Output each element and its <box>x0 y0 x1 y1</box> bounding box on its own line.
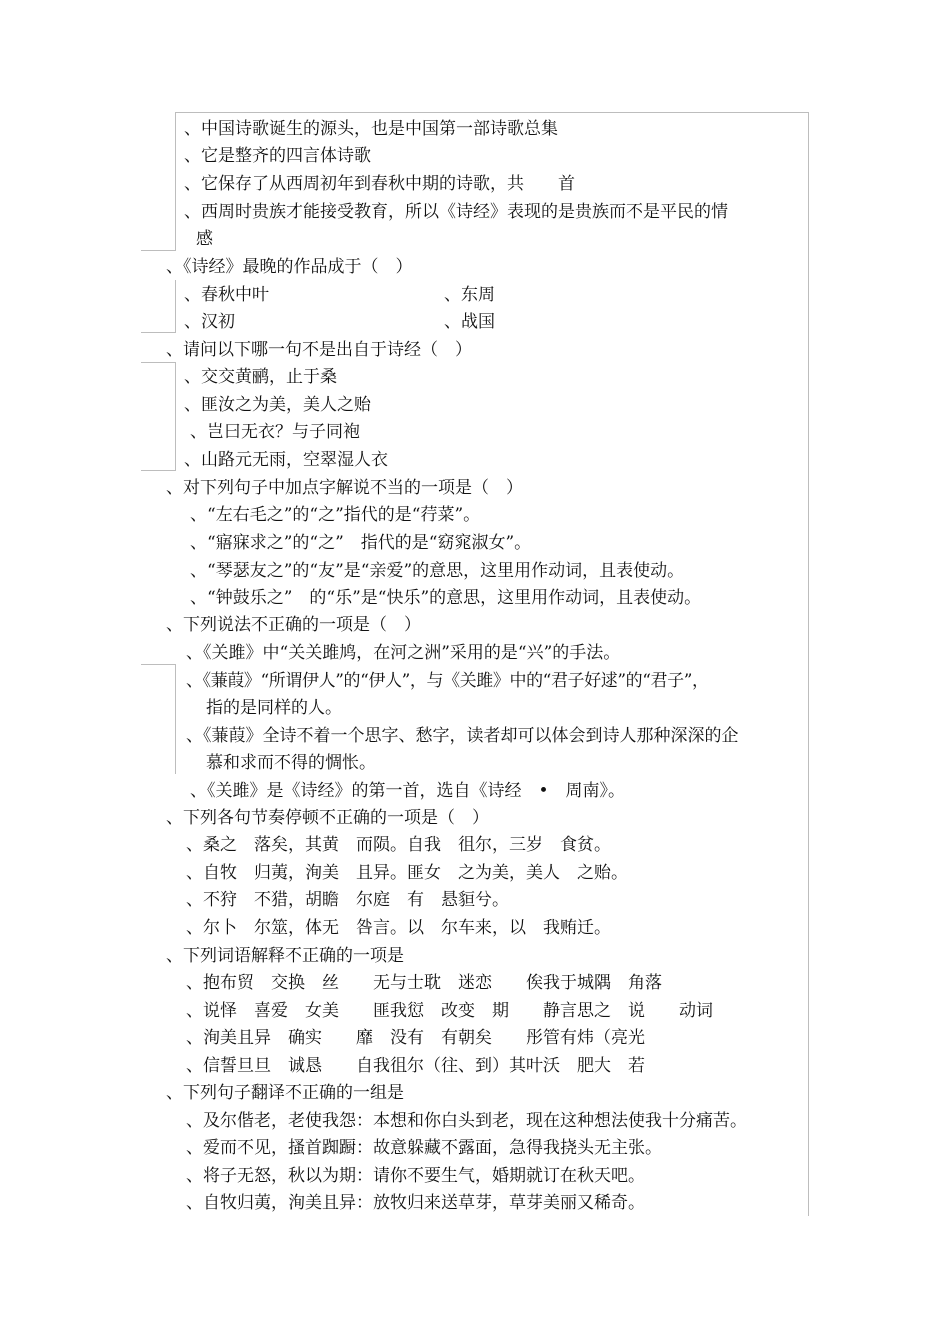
option-line: 、信誓旦旦 诚恳 自我徂尔（往、到）其叶沃 肥大 若 <box>186 1056 645 1076</box>
option-line: 、说怿 喜爱 女美 匪我愆 改变 期 静言思之 说 动词 <box>186 1001 713 1021</box>
option-line: 、汉初 <box>184 312 235 332</box>
table-rule <box>141 470 175 471</box>
option-line: 、将子无怒，秋以为期：请你不要生气，婚期就订在秋天吧。 <box>186 1166 645 1186</box>
option-line: 、自牧归荑，洵美且异：放牧归来送草芽，草芽美丽又稀奇。 <box>186 1193 645 1213</box>
table-rule <box>141 362 175 363</box>
option-line: 、它是整齐的四言体诗歌 <box>184 146 371 166</box>
table-rule <box>141 332 175 333</box>
question-line: 、下列词语解释不正确的一项是 <box>166 946 404 966</box>
option-line: 、洵美且异 确实 靡 没有 有朝矣 彤管有炜（亮光 <box>186 1028 645 1048</box>
option-line: 、不狩 不猎，胡瞻 尔庭 有 悬貆兮。 <box>186 890 509 910</box>
option-line: 、战国 <box>444 312 495 332</box>
option-line: 、抱布贸 交换 丝 无与士耽 迷恋 俟我于城隅 角落 <box>186 973 662 993</box>
question-line: 、下列说法不正确的一项是（ ） <box>166 615 421 635</box>
option-line-continued: 慕和求而不得的惆怅。 <box>206 753 376 773</box>
question-line: 、下列句子翻译不正确的一组是 <box>166 1083 404 1103</box>
option-line: 、交交黄鹂，止于桑 <box>184 367 337 387</box>
question-line: 、请问以下哪一句不是出自于诗经（ ） <box>166 340 472 360</box>
option-line-continued: 感 <box>196 229 213 249</box>
option-line: 、及尔偕老，老使我怨：本想和你白头到老，现在这种想法使我十分痛苦。 <box>186 1111 747 1131</box>
option-line: 、“钟鼓乐之” 的“乐”是“快乐”的意思，这里用作动词，且表使动。 <box>190 588 702 608</box>
option-line-continued: 指的是同样的人。 <box>206 698 342 718</box>
table-rule <box>141 664 175 665</box>
option-line: 、尔卜 尔筮，体无 咎言。以 尔车来，以 我贿迁。 <box>186 918 611 938</box>
option-line: 、爱而不见，搔首踟蹰：故意躲藏不露面，急得我挠头无主张。 <box>186 1138 662 1158</box>
option-line: 、“琴瑟友之”的“友”是“亲爱”的意思，这里用作动词，且表使动。 <box>190 561 685 581</box>
option-line: 、《关雎》是《诗经》的第一首，选自《诗经 • 周南》。 <box>190 781 626 801</box>
option-line: 、中国诗歌诞生的源头，也是中国第一部诗歌总集 <box>184 119 558 139</box>
table-rule-vertical <box>175 112 176 251</box>
option-line: 、春秋中叶 <box>184 285 269 305</box>
table-rule-vertical <box>175 280 176 333</box>
option-line: 、“左右毛之”的“之”指代的是“荇菜”。 <box>190 505 481 525</box>
option-line: 、自牧 归荑，洵美 且异。匪女 之为美，美人 之贻。 <box>186 863 628 883</box>
question-line: 、下列各句节奏停顿不正确的一项是（ ） <box>166 808 489 828</box>
option-line: 、山路元无雨，空翠湿人衣 <box>184 450 388 470</box>
option-line: 、西周时贵族才能接受教育，所以《诗经》表现的是贵族而不是平民的情 <box>184 202 728 222</box>
question-line: 、对下列句子中加点字解说不当的一项是（ ） <box>166 478 523 498</box>
table-rule-vertical <box>175 664 176 774</box>
option-line: 、《关雎》中“关关雎鸠，在河之洲”采用的是“兴”的手法。 <box>186 643 621 663</box>
option-line: 、《蒹葭》“所谓伊人”的“伊人”，与《关雎》中的“君子好逑”的“君子”， <box>186 671 709 691</box>
table-border-right <box>808 112 809 1216</box>
option-line: 、桑之 落矣，其黄 而陨。自我 徂尔，三岁 食贫。 <box>186 835 611 855</box>
table-border-top <box>175 112 809 113</box>
option-line: 、匪汝之为美，美人之贻 <box>184 395 371 415</box>
table-rule-vertical <box>175 362 176 471</box>
option-line: 、《蒹葭》全诗不着一个思字、愁字，读者却可以体会到诗人那种深深的企 <box>186 726 739 746</box>
question-line: 、《诗经》最晚的作品成于（ ） <box>166 257 413 277</box>
option-line: 、它保存了从西周初年到春秋中期的诗歌，共 首 <box>184 174 575 194</box>
table-rule <box>141 250 175 251</box>
option-line: 、东周 <box>444 285 495 305</box>
option-line: 、“寤寐求之”的“之” 指代的是“窈窕淑女”。 <box>190 533 532 553</box>
option-line: 、岂曰无衣？与子同袍 <box>190 422 360 442</box>
